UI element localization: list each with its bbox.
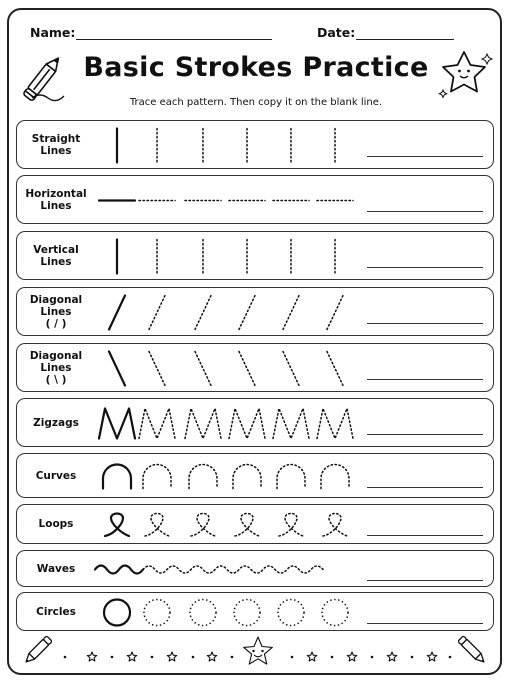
name-label: Name: <box>30 25 76 40</box>
model-stroke <box>103 465 131 489</box>
row-label-line: Waves <box>36 562 76 575</box>
dotted-trace-stroke[interactable] <box>234 600 260 626</box>
dotted-trace-stroke[interactable] <box>143 465 171 489</box>
row-vertical <box>16 231 494 280</box>
dotted-trace-stroke[interactable] <box>149 352 165 386</box>
row-label-line: Lines <box>40 144 72 157</box>
row-label-line: Horizontal <box>25 187 87 200</box>
dotted-trace-stroke[interactable] <box>143 566 323 573</box>
dotted-trace-stroke[interactable] <box>195 352 211 386</box>
dotted-trace-stroke[interactable] <box>278 600 304 626</box>
model-stroke <box>109 352 125 386</box>
model-stroke <box>109 296 125 330</box>
row-label-line: Diagonal <box>29 293 83 306</box>
copy-blank-line[interactable] <box>367 323 483 324</box>
model-stroke <box>104 600 130 626</box>
row-zigzag <box>16 398 494 447</box>
trace-pattern-diag-forward <box>17 288 362 337</box>
copy-blank-line[interactable] <box>367 379 483 380</box>
copy-blank-line[interactable] <box>367 267 483 268</box>
date-label: Date: <box>317 25 356 40</box>
model-stroke <box>99 409 135 439</box>
dotted-trace-stroke[interactable] <box>323 514 347 537</box>
dotted-trace-stroke[interactable] <box>189 465 217 489</box>
model-stroke <box>105 514 129 537</box>
dotted-trace-stroke[interactable] <box>283 352 299 386</box>
dotted-trace-stroke[interactable] <box>235 514 259 537</box>
row-label-line: Lines <box>40 305 72 318</box>
copy-blank-line[interactable] <box>367 487 483 488</box>
trace-pattern-horizontal <box>17 176 362 225</box>
row-circle <box>16 592 494 631</box>
row-label-line: Straight <box>31 132 81 145</box>
dotted-trace-stroke[interactable] <box>283 296 299 330</box>
row-curve <box>16 453 494 498</box>
trace-pattern-wave <box>17 551 362 588</box>
row-diag-forward <box>16 287 494 336</box>
copy-blank-line[interactable] <box>367 156 483 157</box>
copy-blank-line[interactable] <box>367 580 483 581</box>
row-label-line: Lines <box>40 199 72 212</box>
row-label-line: Diagonal <box>29 349 83 362</box>
row-label-line: Circles <box>36 605 76 618</box>
row-wave <box>16 550 494 587</box>
row-label-line: Lines <box>40 361 72 374</box>
trace-pattern-straight <box>17 121 362 170</box>
dotted-trace-stroke[interactable] <box>190 600 216 626</box>
row-label-line: Curves <box>35 469 77 482</box>
dotted-trace-stroke[interactable] <box>239 352 255 386</box>
copy-blank-line[interactable] <box>367 623 483 624</box>
trace-pattern-circle <box>17 593 362 632</box>
copy-blank-line[interactable] <box>367 434 483 435</box>
name-field[interactable] <box>76 39 272 40</box>
dotted-trace-stroke[interactable] <box>327 296 343 330</box>
dotted-trace-stroke[interactable] <box>279 514 303 537</box>
row-diag-back <box>16 343 494 392</box>
model-stroke <box>95 566 143 574</box>
copy-blank-line[interactable] <box>367 535 483 536</box>
row-loop <box>16 504 494 544</box>
dotted-trace-stroke[interactable] <box>229 409 265 439</box>
dotted-trace-stroke[interactable] <box>139 409 175 439</box>
dotted-trace-stroke[interactable] <box>239 296 255 330</box>
dotted-trace-stroke[interactable] <box>191 514 215 537</box>
dotted-trace-stroke[interactable] <box>277 465 305 489</box>
row-label-line: ( \ ) <box>45 373 67 386</box>
trace-pattern-curve <box>17 454 362 499</box>
date-field[interactable] <box>356 39 454 40</box>
row-straight <box>16 120 494 169</box>
dotted-trace-stroke[interactable] <box>144 600 170 626</box>
row-label-line: ( / ) <box>45 317 67 330</box>
dotted-trace-stroke[interactable] <box>317 409 353 439</box>
dotted-trace-stroke[interactable] <box>185 409 221 439</box>
copy-blank-line[interactable] <box>367 211 483 212</box>
instructions-text: Trace each pattern. Then copy it on the blank line. <box>129 97 383 108</box>
dotted-trace-stroke[interactable] <box>322 600 348 626</box>
star-mascot-icon <box>436 46 498 104</box>
dotted-trace-stroke[interactable] <box>321 465 349 489</box>
trace-pattern-diag-back <box>17 344 362 393</box>
dotted-trace-stroke[interactable] <box>233 465 261 489</box>
dotted-trace-stroke[interactable] <box>327 352 343 386</box>
row-label-line: Lines <box>40 255 72 268</box>
trace-pattern-zigzag <box>17 399 362 448</box>
dotted-trace-stroke[interactable] <box>273 409 309 439</box>
row-horizontal <box>16 175 494 224</box>
trace-pattern-vertical <box>17 232 362 281</box>
dotted-trace-stroke[interactable] <box>195 296 211 330</box>
row-label-line: Vertical <box>33 243 79 256</box>
dotted-trace-stroke[interactable] <box>149 296 165 330</box>
row-label-line: Loops <box>38 518 74 530</box>
dotted-trace-stroke[interactable] <box>145 514 169 537</box>
row-label-line: Zigzags <box>33 416 79 429</box>
page-title: Basic Strokes Practice <box>83 52 429 83</box>
trace-pattern-loop <box>17 505 362 545</box>
